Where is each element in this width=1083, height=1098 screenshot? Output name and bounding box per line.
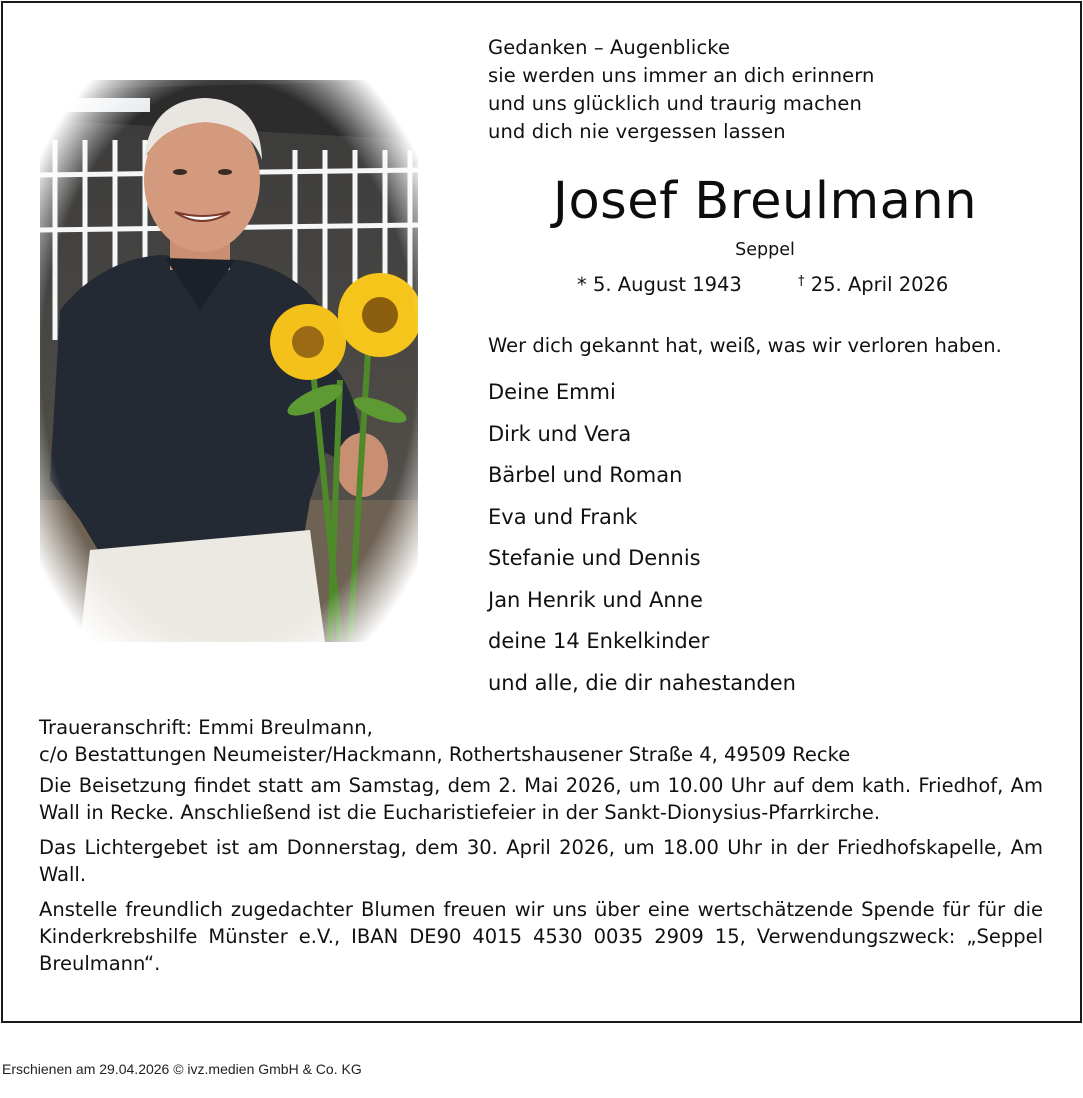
death-date: 25. April 2026 bbox=[810, 273, 949, 296]
poem-line: sie werden uns immer an dich erinnern bbox=[488, 64, 875, 87]
mourner-item: Eva und Frank bbox=[488, 504, 638, 529]
funeral-details bbox=[39, 714, 1043, 985]
memorial-poem bbox=[488, 34, 874, 146]
birth-symbol: * bbox=[577, 273, 587, 296]
mourners-list bbox=[488, 372, 796, 704]
mourner-item: Bärbel und Roman bbox=[488, 463, 683, 487]
poem-line: und uns glücklich und traurig machen bbox=[488, 92, 862, 115]
address-line-1: Traueranschrift: Emmi Breulmann, bbox=[39, 716, 373, 739]
poem-line: Gedanken – Augenblicke bbox=[488, 36, 731, 59]
memorial-quote: Wer dich gekannt hat, weiß, was wir verloren haben. bbox=[488, 334, 1002, 357]
mourner-item: deine 14 Enkelkinder bbox=[488, 629, 710, 653]
life-dates bbox=[577, 273, 948, 296]
mourning-address bbox=[39, 714, 1043, 768]
birth-date: 5. August 1943 bbox=[592, 273, 742, 296]
donation-info: Anstelle freundlich zugedachter Blumen freuen wir uns über eine wertschätzende Spende für für die Kinderkrebshilfe Münster e.V., IBAN DE90 4015 4530 0035 2909 15, Verwendungszweck: „Seppel Breulmann“. bbox=[39, 898, 1043, 975]
address-line-2: c/o Bestattungen Neumeister/Hackmann, Rothertshausener Straße 4, 49509 Recke bbox=[39, 743, 851, 766]
deceased-name: Josef Breulmann bbox=[552, 172, 978, 231]
portrait-photo bbox=[40, 80, 418, 642]
deceased-nickname: Seppel bbox=[735, 240, 795, 260]
death-symbol: † bbox=[798, 274, 805, 289]
prayer-info: Das Lichtergebet ist am Donnerstag, dem 30. April 2026, um 18.00 Uhr in der Friedhofskapelle, Am Wall. bbox=[39, 836, 1043, 886]
mourner-item: und alle, die dir nahestanden bbox=[488, 670, 796, 695]
publication-footer: Erschienen am 29.04.2026 © ivz.medien GmbH & Co. KG bbox=[2, 1061, 362, 1077]
burial-info: Die Beisetzung findet statt am Samstag, dem 2. Mai 2026, um 10.00 Uhr auf dem kath. Friedhof, Am Wall in Recke. Anschließend ist die Eucharistiefeier in der Sankt-Dionysius-Pfarrkirche. bbox=[39, 774, 1043, 824]
mourner-item: Deine Emmi bbox=[488, 380, 616, 404]
mourner-item: Stefanie und Dennis bbox=[488, 546, 701, 570]
mourner-item: Jan Henrik und Anne bbox=[488, 587, 703, 612]
poem-line: und dich nie vergessen lassen bbox=[488, 120, 786, 143]
mourner-item: Dirk und Vera bbox=[488, 421, 632, 446]
